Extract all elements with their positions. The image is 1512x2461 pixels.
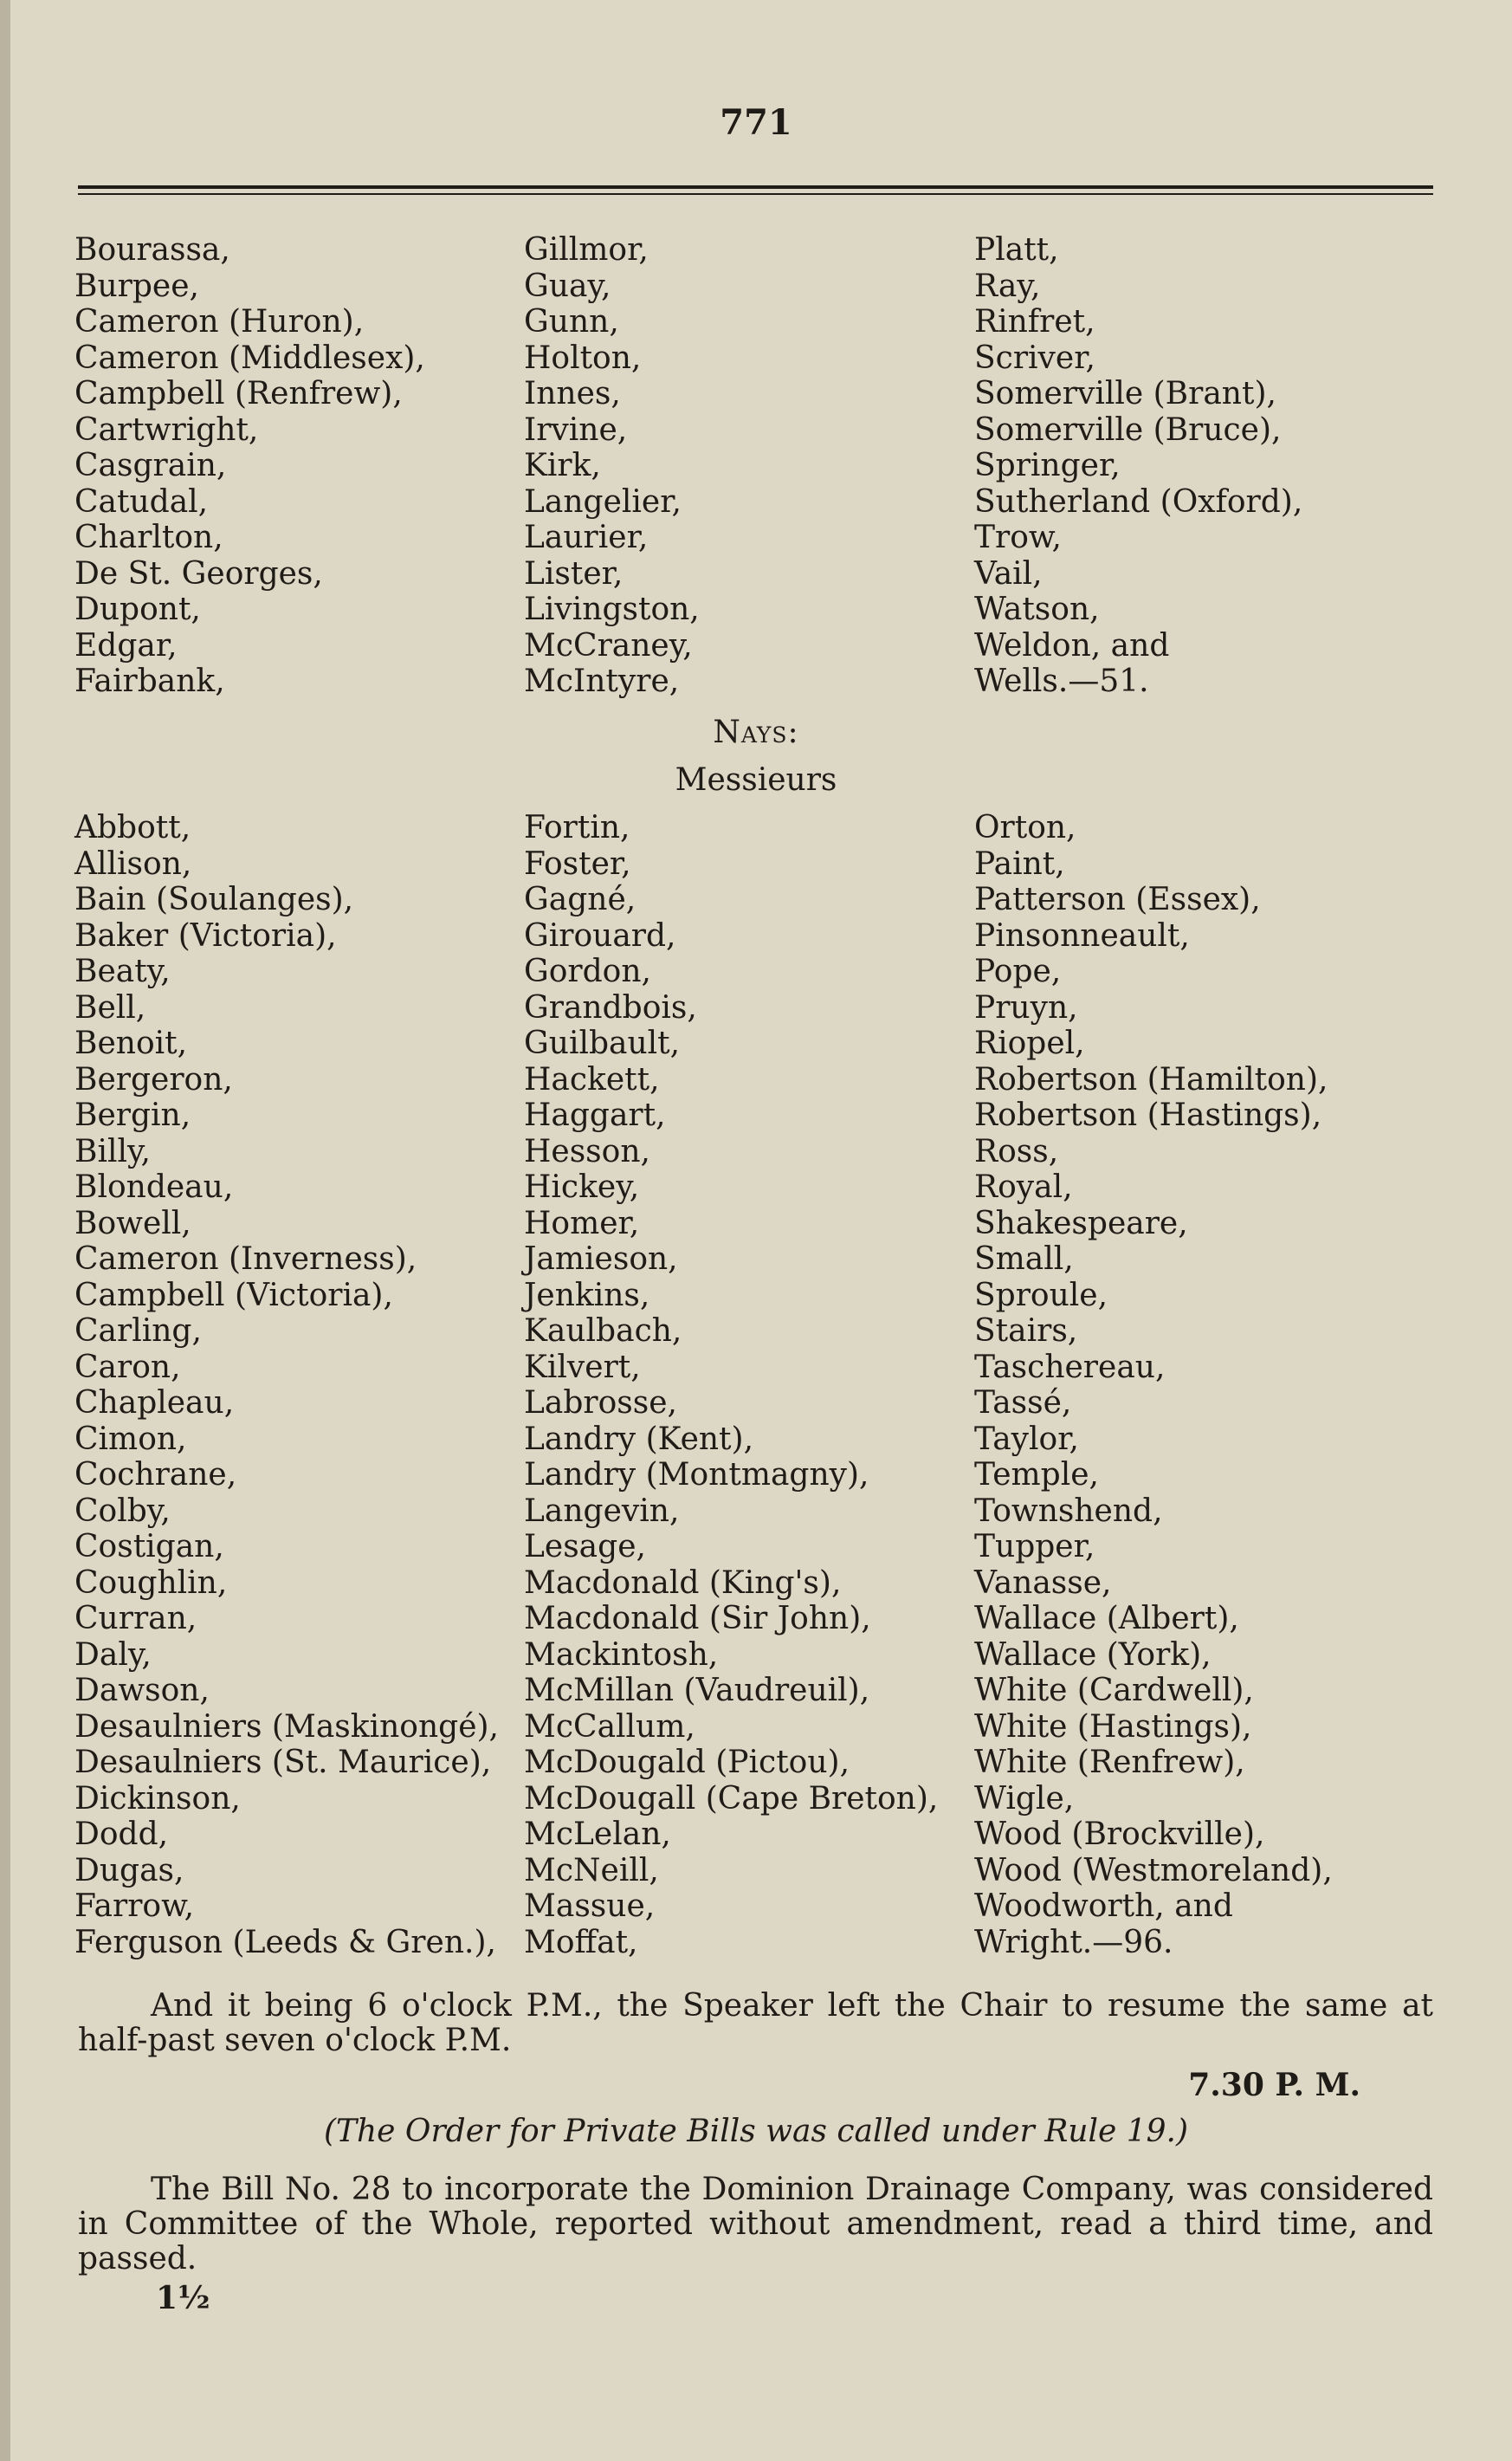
nays-column-1 <box>74 810 499 1960</box>
member-name: Watson, <box>974 592 1100 627</box>
member-name: Haggart, <box>524 1098 666 1133</box>
nays-column-3 <box>974 810 1333 1960</box>
member-name: Royal, <box>974 1169 1073 1205</box>
member-name: McNeill, <box>524 1852 659 1888</box>
member-name: Jamieson, <box>524 1241 678 1277</box>
member-name: Caron, <box>74 1349 181 1385</box>
member-name: Patterson (Essex), <box>974 882 1261 917</box>
member-name: Bell, <box>74 989 146 1026</box>
messieurs-heading: Messieurs <box>675 762 837 798</box>
member-name: Edgar, <box>74 627 178 664</box>
member-name: Robertson (Hamilton), <box>974 1061 1328 1098</box>
member-name: White (Hastings), <box>974 1708 1252 1745</box>
member-name: Massue, <box>524 1888 656 1924</box>
member-name: Abbott, <box>74 810 191 845</box>
member-name: Colby, <box>74 1493 171 1529</box>
member-name: Tassé, <box>974 1385 1072 1421</box>
member-name: Guilbault, <box>524 1026 681 1061</box>
member-name: Ross, <box>974 1133 1059 1169</box>
member-name: Bowell, <box>74 1205 191 1241</box>
member-name: De St. Georges, <box>74 555 323 592</box>
member-name: Temple, <box>974 1457 1099 1493</box>
member-name: Allison, <box>74 845 192 882</box>
member-name: Irvine, <box>524 411 628 448</box>
member-name: Scriver, <box>974 340 1095 376</box>
member-name: Costigan, <box>74 1529 224 1564</box>
member-name: Rinfret, <box>974 304 1095 340</box>
member-name: Catudal, <box>74 483 209 520</box>
member-name: Livingston, <box>524 592 700 627</box>
member-name: Cameron (Middlesex), <box>74 340 425 376</box>
member-name: Guay, <box>524 268 611 304</box>
member-name: Wood (Brockville), <box>974 1817 1265 1852</box>
member-name: Langevin, <box>524 1493 680 1529</box>
adjournment-paragraph: And it being 6 o'clock P.M., the Speaker left the Chair to resume the same at half-past seven o'clock P.M. <box>78 1988 1433 2058</box>
member-name: Burpee, <box>74 268 199 304</box>
member-name: Holton, <box>524 340 642 376</box>
member-name: Coughlin, <box>74 1564 228 1601</box>
member-name: Curran, <box>74 1601 197 1636</box>
member-name: Pope, <box>974 954 1062 989</box>
member-name: Wigle, <box>974 1780 1075 1817</box>
member-name: Fairbank, <box>74 664 225 699</box>
member-name: Pinsonneault, <box>974 917 1190 954</box>
member-name: Riopel, <box>974 1026 1085 1061</box>
member-name: Homer, <box>524 1205 640 1241</box>
member-name: Mackintosh, <box>524 1636 719 1673</box>
member-name: Macdonald (Sir John), <box>524 1601 871 1636</box>
member-name: Cameron (Inverness), <box>74 1241 417 1277</box>
yeas-column-1 <box>74 232 425 700</box>
member-name: Bergin, <box>74 1098 191 1133</box>
member-name: Bergeron, <box>74 1061 233 1098</box>
member-name: Innes, <box>524 376 621 411</box>
member-name: Taylor, <box>974 1421 1079 1457</box>
header-rule-thin <box>78 193 1433 195</box>
member-name: Dawson, <box>74 1673 210 1708</box>
member-name: Robertson (Hastings), <box>974 1098 1322 1133</box>
member-name: Somerville (Brant), <box>974 376 1276 411</box>
member-name: Charlton, <box>74 520 223 555</box>
member-name: Sutherland (Oxford), <box>974 483 1303 520</box>
time-heading: 7.30 P. M. <box>1188 2067 1360 2103</box>
member-name: Kaulbach, <box>524 1313 682 1349</box>
member-name: Fortin, <box>524 810 630 845</box>
member-name: Bourassa, <box>74 232 230 268</box>
member-name: Lister, <box>524 555 624 592</box>
member-name: Small, <box>974 1241 1074 1277</box>
member-name: Paint, <box>974 845 1065 882</box>
member-name: Orton, <box>974 810 1076 845</box>
signature-mark: 1½ <box>156 2280 210 2316</box>
member-name: Stairs, <box>974 1313 1078 1349</box>
member-name: Desaulniers (Maskinongé), <box>74 1708 499 1745</box>
member-name: Woodworth, and <box>974 1888 1233 1924</box>
member-name: McDougald (Pictou), <box>524 1745 850 1780</box>
member-name: Laurier, <box>524 520 649 555</box>
member-name: Ferguson (Leeds & Gren.), <box>74 1924 496 1960</box>
member-name: Foster, <box>524 845 631 882</box>
member-name: Vanasse, <box>974 1564 1112 1601</box>
member-name: Wallace (York), <box>974 1636 1212 1673</box>
member-name: Sproule, <box>974 1277 1108 1313</box>
member-name: McMillan (Vaudreuil), <box>524 1673 870 1708</box>
member-name: Chapleau, <box>74 1385 235 1421</box>
member-name: Kilvert, <box>524 1349 641 1385</box>
member-name: Grandbois, <box>524 989 697 1026</box>
member-name: Moffat, <box>524 1924 638 1960</box>
member-name: Cochrane, <box>74 1457 237 1493</box>
member-name: Cameron (Huron), <box>74 304 365 340</box>
member-name: Kirk, <box>524 448 601 483</box>
member-name: McCallum, <box>524 1708 695 1745</box>
member-name: Gillmor, <box>524 232 649 268</box>
member-name: Dugas, <box>74 1852 184 1888</box>
member-name: Benoit, <box>74 1026 188 1061</box>
member-name: Hackett, <box>524 1061 660 1098</box>
header-rule-thick <box>78 185 1433 189</box>
member-name: Gordon, <box>524 954 651 989</box>
member-name: Hickey, <box>524 1169 640 1205</box>
member-name: Pruyn, <box>974 989 1078 1026</box>
bill-paragraph: The Bill No. 28 to incorporate the Dominion Drainage Company, was considered in Committee of the Whole, reported without amendment, read a third time, and passed. <box>78 2172 1433 2276</box>
member-name: Springer, <box>974 448 1121 483</box>
member-name: Wallace (Albert), <box>974 1601 1239 1636</box>
member-name: McCraney, <box>524 627 693 664</box>
member-name: McDougall (Cape Breton), <box>524 1780 939 1817</box>
member-name: Cartwright, <box>74 411 259 448</box>
order-note: (The Order for Private Bills was called under Rule 19.) <box>323 2114 1189 2149</box>
member-name: Langelier, <box>524 483 682 520</box>
member-name: Campbell (Victoria), <box>74 1277 393 1313</box>
member-name: Blondeau, <box>74 1169 234 1205</box>
member-name: Wright.—96. <box>974 1924 1173 1960</box>
member-name: Beaty, <box>74 954 171 989</box>
member-name: Dickinson, <box>74 1780 241 1817</box>
member-name: Jenkins, <box>524 1277 650 1313</box>
member-name: Landry (Kent), <box>524 1421 754 1457</box>
member-name: Lesage, <box>524 1529 646 1564</box>
member-name: Wood (Westmoreland), <box>974 1852 1333 1888</box>
member-name: Wells.—51. <box>974 664 1149 699</box>
member-name: Weldon, and <box>974 627 1170 664</box>
yeas-column-2 <box>524 232 700 700</box>
member-name: Tupper, <box>974 1529 1095 1564</box>
member-name: Girouard, <box>524 917 676 954</box>
member-name: Vail, <box>974 555 1043 592</box>
member-name: Townshend, <box>974 1493 1163 1529</box>
member-name: Farrow, <box>74 1888 195 1924</box>
member-name: McIntyre, <box>524 664 680 699</box>
member-name: White (Renfrew), <box>974 1745 1245 1780</box>
member-name: Desaulniers (St. Maurice), <box>74 1745 492 1780</box>
member-name: Casgrain, <box>74 448 227 483</box>
member-name: Gagné, <box>524 882 636 917</box>
member-name: Macdonald (King's), <box>524 1564 842 1601</box>
member-name: McLelan, <box>524 1817 671 1852</box>
member-name: Carling, <box>74 1313 202 1349</box>
member-name: Campbell (Renfrew), <box>74 376 403 411</box>
member-name: Landry (Montmagny), <box>524 1457 869 1493</box>
member-name: Shakespeare, <box>974 1205 1188 1241</box>
binding-edge <box>0 0 10 2461</box>
member-name: Ray, <box>974 268 1041 304</box>
member-name: Platt, <box>974 232 1059 268</box>
yeas-column-3 <box>974 232 1302 700</box>
member-name: Dupont, <box>74 592 201 627</box>
member-name: Labrosse, <box>524 1385 677 1421</box>
member-name: Dodd, <box>74 1817 169 1852</box>
nays-heading: Nays: <box>713 715 799 750</box>
member-name: Somerville (Bruce), <box>974 411 1282 448</box>
member-name: Baker (Victoria), <box>74 917 337 954</box>
member-name: White (Cardwell), <box>974 1673 1254 1708</box>
member-name: Billy, <box>74 1133 151 1169</box>
member-name: Gunn, <box>524 304 619 340</box>
member-name: Cimon, <box>74 1421 187 1457</box>
member-name: Trow, <box>974 520 1062 555</box>
page-number: 771 <box>720 102 792 143</box>
member-name: Bain (Soulanges), <box>74 882 354 917</box>
member-name: Daly, <box>74 1636 152 1673</box>
nays-column-2 <box>524 810 938 1960</box>
member-name: Taschereau, <box>974 1349 1166 1385</box>
member-name: Hesson, <box>524 1133 650 1169</box>
